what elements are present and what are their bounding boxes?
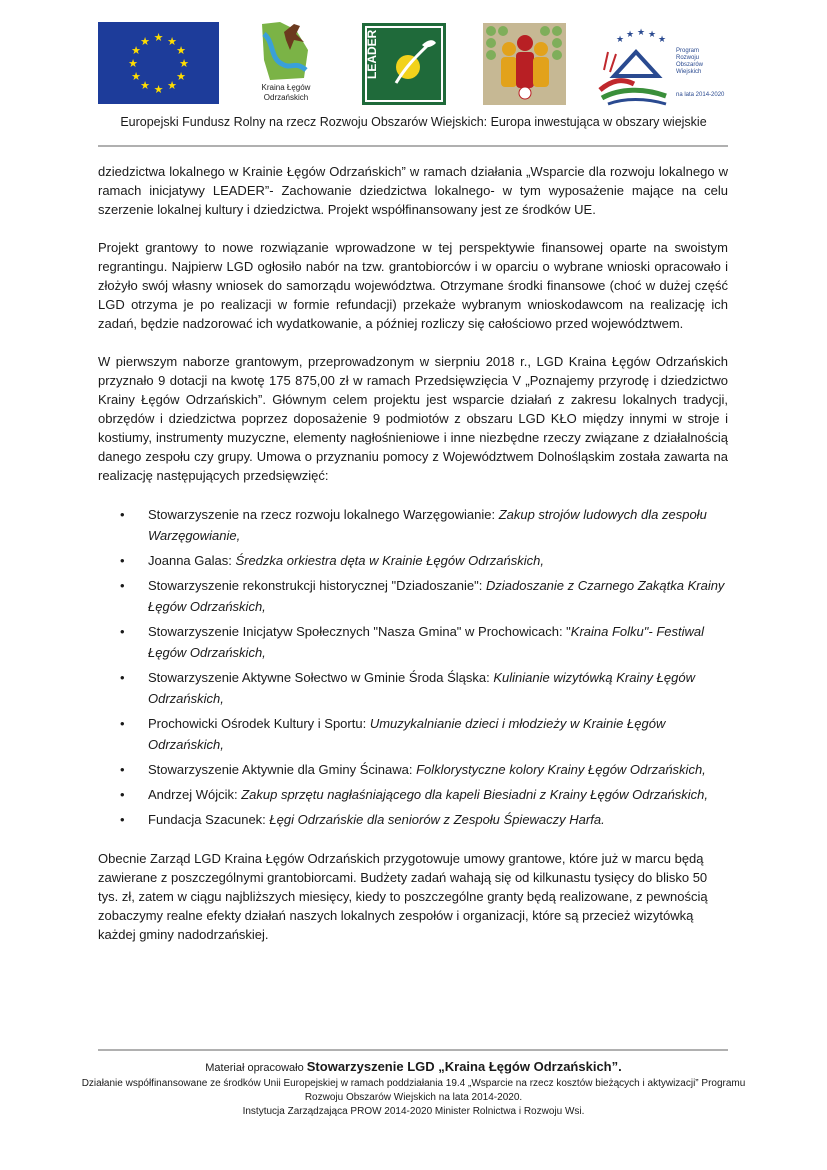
svg-text:★: ★	[648, 29, 657, 39]
project-title: Umuzykalnianie dzieci i młodzieży w Krainie Łęgów Odrzańskich,	[148, 716, 666, 752]
leader-logo	[362, 23, 446, 105]
footer-divider	[98, 1049, 728, 1051]
svg-text:★: ★	[128, 58, 138, 70]
svg-text:★: ★	[131, 71, 141, 83]
bullet-icon: •	[120, 624, 125, 639]
leader-logo-text: LEADER	[365, 29, 379, 79]
list-item	[98, 550, 728, 571]
prow-logo	[594, 26, 736, 106]
project-beneficiary: Stowarzyszenie Aktywnie dla Gminy Ścinawa:	[148, 762, 417, 777]
prow-years: na lata 2014-2020	[676, 92, 725, 98]
leader-people-logo	[483, 23, 566, 105]
header-caption: Europejski Fundusz Rolny na rzecz Rozwoju Obszarów Wiejskich: Europa inwestująca w obszary wiejskie	[120, 115, 707, 129]
bullet-icon: •	[120, 578, 125, 593]
bullet-icon: •	[120, 812, 125, 827]
svg-text:★: ★	[176, 71, 186, 83]
header-logos	[96, 20, 736, 106]
svg-text:★: ★	[658, 34, 667, 44]
paragraph-2: Projekt grantowy to nowe rozwiązanie wprowadzone w tej perspektywie finansowej oparte na swoistym regrantingu. Najpierw LGD ogłosiło nabór na tzw. grantobiorców i w oparciu o wybrane wnioski opracowało i złożyło swój własny wniosek do samorządu województwa. Otrzymane środki finansowe (choć w dużej część LGD otrzyma je po realizacji w formie refundacji) przekaże wybranym wnioskodawcom na realizację ich zadań, będzie nadzorować ich wydatkowanie, a później rozliczy się całościowo przed województwem.	[98, 240, 728, 331]
paragraph-4: Obecnie Zarząd LGD Kraina Łęgów Odrzańskich przygotowuje umowy grantowe, które już w marcu będą zawierane z poszczególnymi grantobiorcami. Budżety zadań wahają się od kilkunastu tysięcy do blisko 50 tys. zł, zatem w ciągu najbliższych miesięcy, kiedy to poszczególne granty będą realizowane, z pewnością zobaczymy realne efekty działań naszych lokalnych zespołów i organizacji, które są przecież wizytówką każdej gminy nadodrzańskiej.	[98, 851, 708, 942]
kraina-legow-logo	[246, 20, 326, 106]
footer-prepared-by	[80, 1058, 747, 1077]
prow-line-2: Rozwoju	[676, 55, 700, 61]
list-item	[98, 504, 728, 546]
klo-logo-text-line2: Odrzańskich	[263, 93, 309, 102]
svg-text:★: ★	[167, 80, 177, 92]
list-item	[98, 575, 728, 617]
list-item	[98, 621, 728, 663]
river-bird-icon	[260, 20, 312, 82]
prow-logo-text	[676, 48, 703, 76]
svg-text:★: ★	[140, 36, 150, 48]
project-beneficiary: Stowarzyszenie Aktywne Sołectwo w Gminie Środa Śląska:	[148, 670, 494, 685]
project-beneficiary: Joanna Galas:	[148, 553, 236, 568]
prow-line-4: Wiejskich	[676, 69, 702, 75]
bullet-icon: •	[120, 716, 125, 731]
svg-text:★: ★	[153, 84, 164, 96]
footer-authority: Instytucja Zarządzająca PROW 2014-2020 Minister Rolnictwa i Rozwoju Wsi.	[242, 1106, 585, 1117]
paragraph-1: dziedzictwa lokalnego w Krainie Łęgów Odrzańskich” w ramach działania „Wsparcie dla rozwoju lokalnego w ramach inicjatywy LEADER”- Zachowanie dziedzictwa lokalnego- w tym wyposażenie mające na celu szerzenie lokalnej kultury i dziedzictwa. Projekt współfinansowany jest ze środków UE.	[98, 164, 728, 217]
project-beneficiary: Andrzej Wójcik:	[148, 787, 242, 802]
project-beneficiary: Fundacja Szacunek:	[148, 812, 270, 827]
footer-cofinancing: Działanie współfinansowane ze środków Unii Europejskiej w ramach poddziałania 19.4 „Wsparcie na rzecz kosztów bieżących i aktywizacji” Programu Rozwoju Obszarów Wiejskich na lata 2014-2020.	[81, 1078, 746, 1103]
prow-house-stars-icon	[594, 26, 674, 106]
bullet-icon: •	[120, 762, 125, 777]
project-title: Średzka orkiestra dęta w Krainie Łęgów Odrzańskich,	[235, 553, 544, 568]
svg-text:★: ★	[167, 36, 177, 48]
project-title: Zakup strojów ludowych dla zespołu Warzęgowianie,	[148, 507, 707, 543]
people-figures-icon	[483, 23, 566, 105]
klo-logo-text-line1: Kraina Łęgów	[261, 83, 311, 92]
bullet-icon: •	[120, 553, 125, 568]
eu-flag-logo	[98, 22, 219, 104]
svg-text:★: ★	[140, 80, 150, 92]
bullet-icon: •	[120, 787, 125, 802]
bullet-icon: •	[120, 507, 125, 522]
article-body	[98, 162, 728, 963]
list-item	[98, 809, 728, 830]
svg-text:★: ★	[637, 27, 646, 37]
project-title: Kraina Folku"- Festiwal Łęgów Odrzańskich,	[148, 624, 705, 660]
project-title: Dziadoszanie z Czarnego Zakątka Krainy Łęgów Odrzańskich,	[148, 578, 725, 614]
project-title: Łęgi Odrzańskie dla seniorów z Zespołu Śpiewaczy Harfa.	[269, 812, 605, 827]
list-item	[98, 713, 728, 755]
svg-text:★: ★	[153, 32, 164, 44]
list-item	[98, 667, 728, 709]
project-beneficiary: Stowarzyszenie rekonstrukcji historycznej "Dziadoszanie":	[148, 578, 486, 593]
project-beneficiary: Prochowicki Ośrodek Kultury i Sportu:	[148, 716, 370, 731]
svg-text:★: ★	[176, 45, 186, 57]
prepared-by-org: Stowarzyszenie LGD „Kraina Łęgów Odrzańskich”.	[306, 1059, 622, 1074]
bullet-icon: •	[120, 670, 125, 685]
svg-text:★: ★	[626, 29, 635, 39]
project-title: Folklorystyczne kolory Krainy Łęgów Odrzańskich,	[416, 762, 706, 777]
svg-text:★: ★	[131, 45, 141, 57]
svg-text:★: ★	[616, 34, 625, 44]
list-item	[98, 759, 728, 780]
project-beneficiary: Stowarzyszenie Inicjatyw Społecznych "Nasza Gmina" w Prochowicach: "	[148, 624, 571, 639]
list-item	[98, 784, 728, 805]
prow-line-3: Obszarów	[676, 62, 704, 68]
prow-line-1: Program	[676, 48, 700, 54]
leader-leaf-icon	[362, 23, 446, 105]
project-beneficiary: Stowarzyszenie na rzecz rozwoju lokalnego Warzęgowianie:	[148, 507, 499, 522]
svg-text:★: ★	[179, 58, 189, 70]
paragraph-3: W pierwszym naborze grantowym, przeprowadzonym w sierpniu 2018 r., LGD Kraina Łęgów Odrzańskich przyznało 9 dotacji na kwotę 175 875,00 zł w ramach Przedsięwzięcia V „Poznajemy przyrodę i dziedzictwo Krainy Łęgów Odrzańskich”. Głównym celem projektu jest wsparcie działań z zakresu lokalnych tradycji, obrzędów i dziedzictwa poprzez doposażenie 9 podmiotów z obszaru LGD KŁO między innymi w stroje i kostiumy, instrumenty muzyczne, elementy nagłośnieniowe i inne niezbędne rzeczy związane z działalnością danego zespołu czy grupy. Umowa o przyznaniu pomocy z Województwem Dolnośląskim została zawarta na realizację następujących przedsięwzięć:	[98, 354, 728, 483]
projects-list	[98, 504, 728, 830]
project-title: Zakup sprzętu nagłaśniającego dla kapeli Biesiadni z Krainy Łęgów Odrzańskich,	[241, 787, 709, 802]
eu-stars-icon	[98, 22, 219, 104]
project-title: Kulinianie wizytówką Krainy Łęgów Odrzańskich,	[148, 670, 695, 706]
header-divider	[98, 145, 728, 147]
prepared-by-prefix: Materiał opracowało	[205, 1062, 307, 1074]
footer	[80, 1058, 747, 1119]
